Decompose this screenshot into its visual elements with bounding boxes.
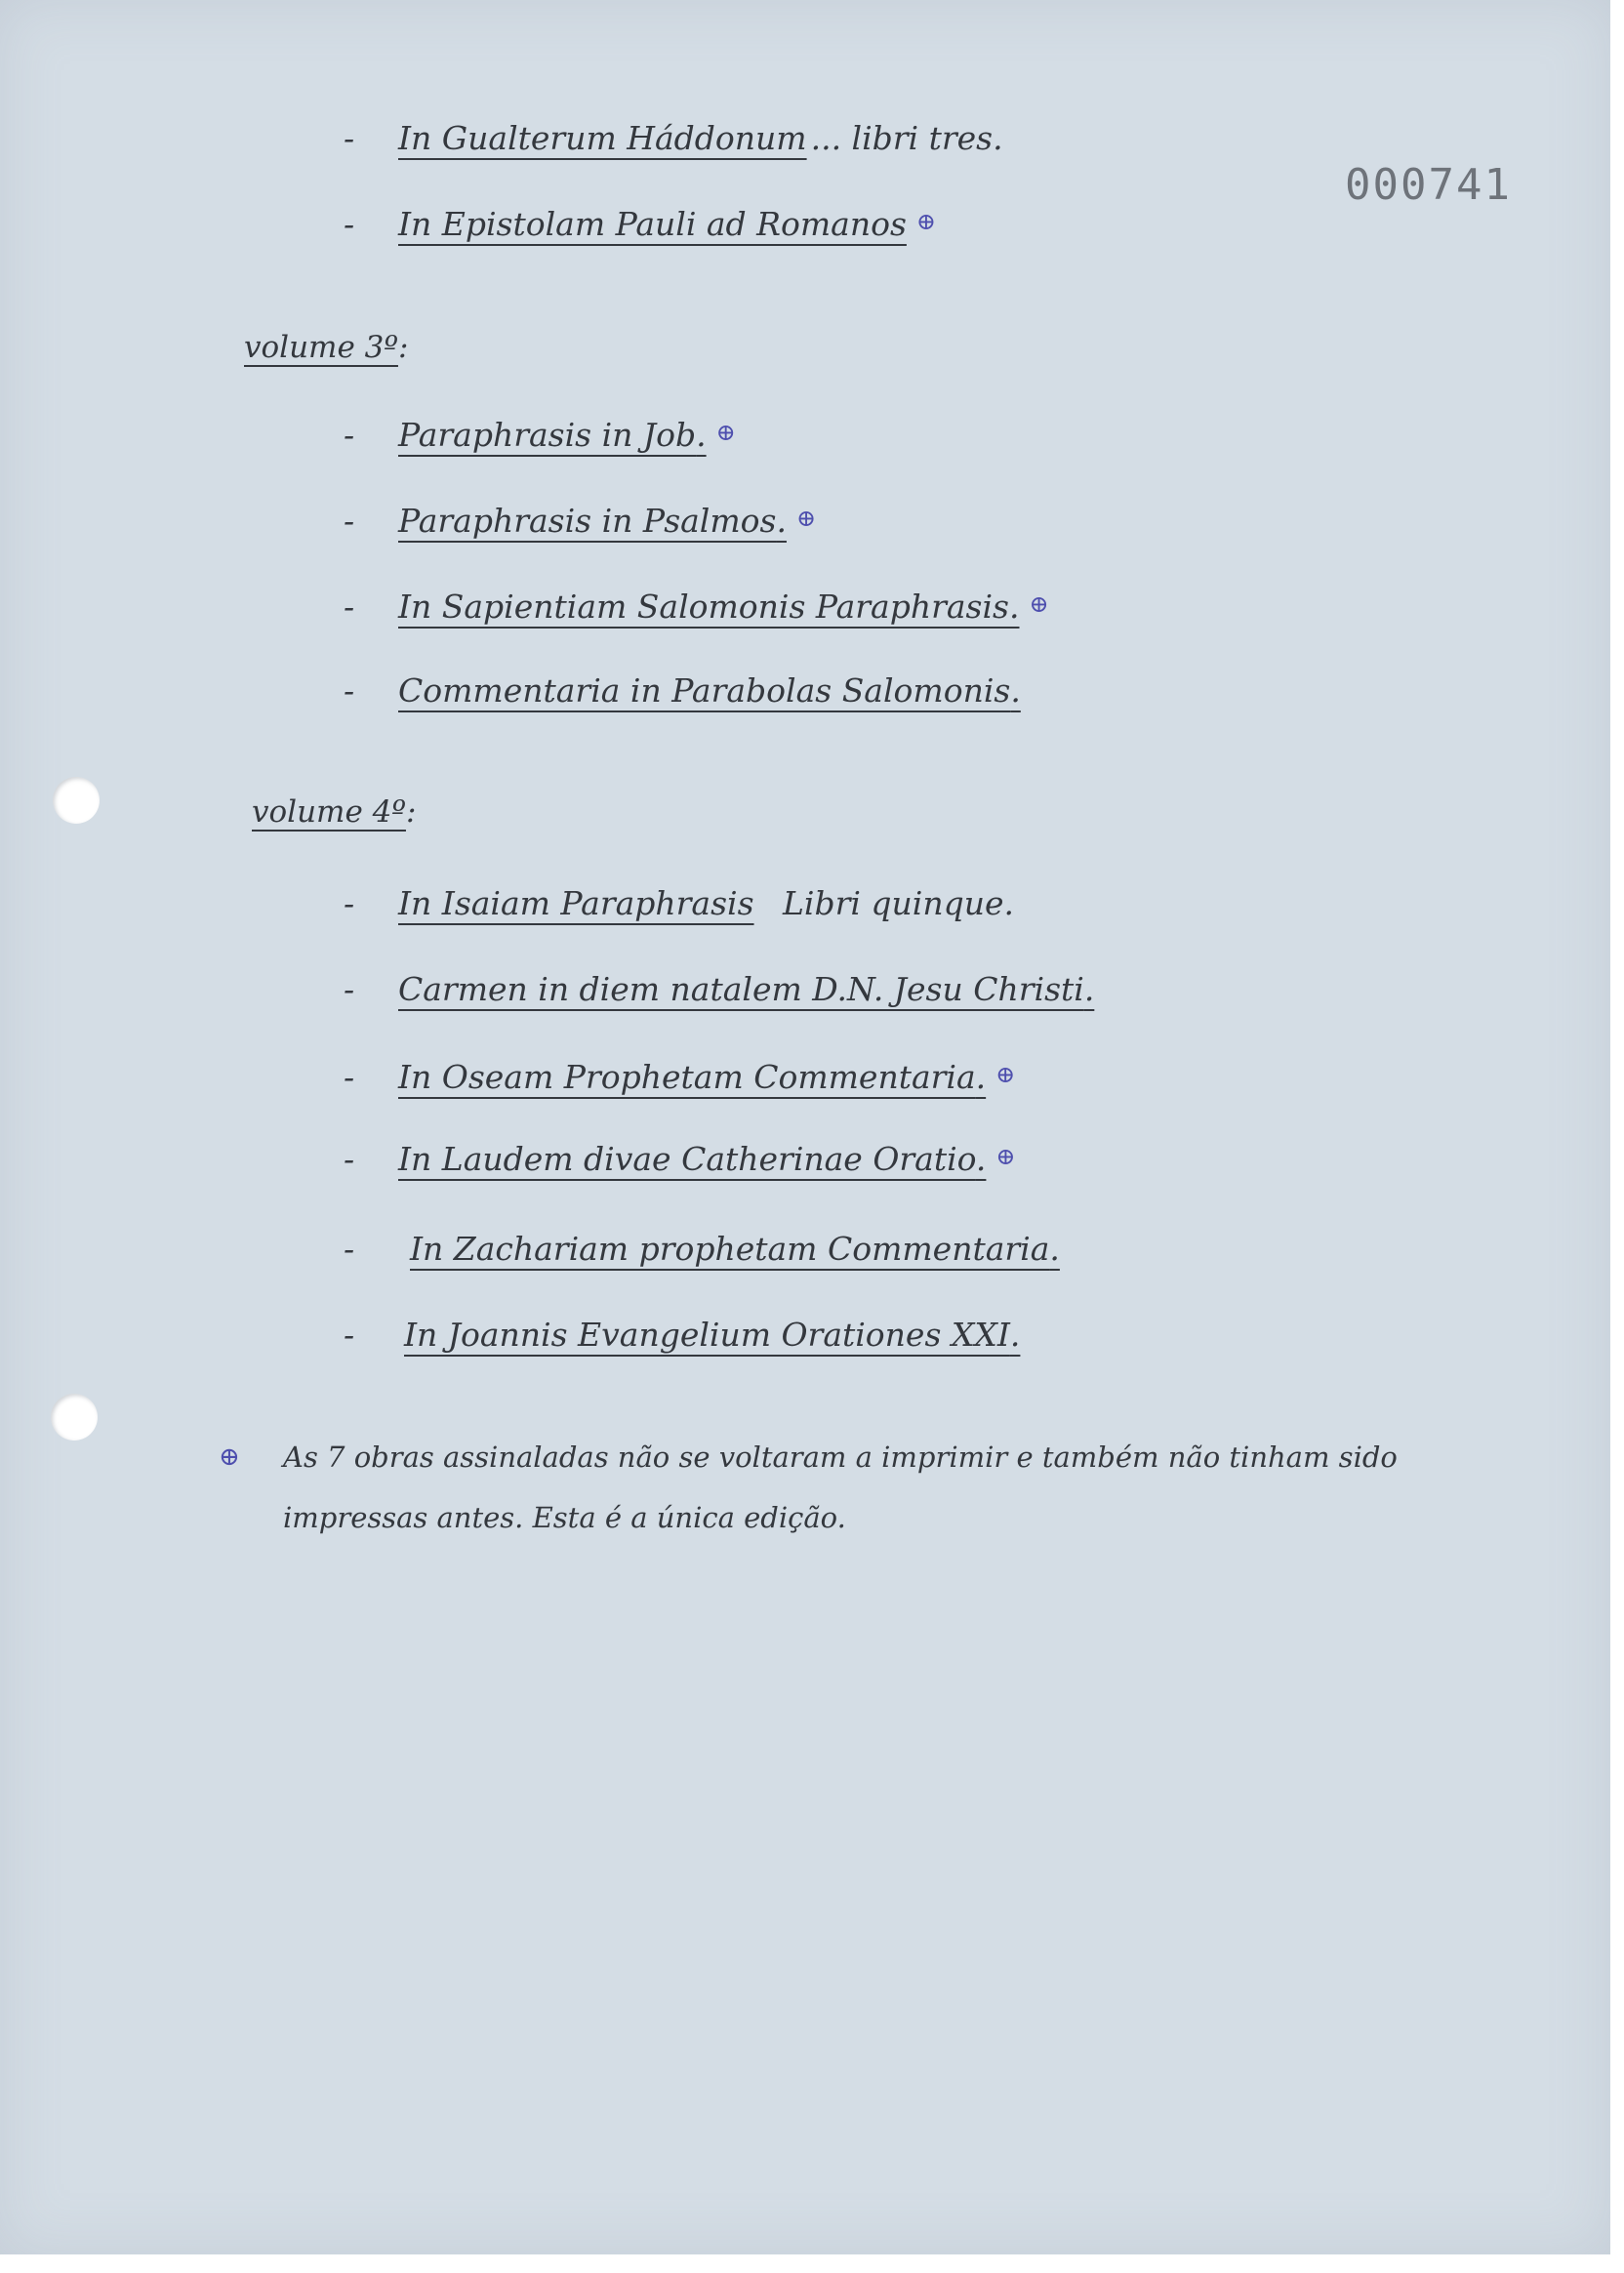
entry-title: In Joannis Evangelium Orationes XXI. [404,1316,1021,1354]
volume-4-heading: volume 4º: [252,794,417,830]
punch-hole-bottom [51,1394,98,1441]
list-dash: - [344,1140,355,1178]
punch-hole-top [53,777,100,824]
list-dash: - [344,671,355,710]
list-dash: - [344,1230,355,1268]
footnote-text: As 7 obras assinaladas não se voltaram a imprimir e também não tinham sido impressas antes. Esta é a única edição. [283,1441,1398,1534]
list-dash: - [344,588,355,626]
volume-3-heading: volume 3º: [244,330,409,365]
entry-suffix: Libri quinque. [783,884,1014,922]
list-dash: - [344,205,355,243]
archive-number-stamp: 000741 [1345,160,1512,210]
list-dash: - [344,1316,355,1354]
list-dash: - [344,884,355,922]
asterisk-mark-icon: ⊕ [915,208,937,235]
entry-title: In Laudem divae Catherinae Oratio. ⊕ [398,1140,1016,1178]
entry-suffix: ... libri tres. [810,119,1003,157]
entry-title: In Sapientiam Salomonis Paraphrasis. ⊕ [398,588,1049,626]
list-dash: - [344,502,355,540]
list-dash: - [344,119,355,157]
list-dash: - [344,416,355,454]
asterisk-mark-icon: ⊕ [219,1442,240,1472]
footnote [219,1427,1491,1548]
asterisk-mark-icon: ⊕ [1029,590,1049,618]
entry-title: Paraphrasis in Job. ⊕ [398,416,736,454]
entry-title: In Gualterum Háddonum ... libri tres. [398,119,1003,157]
entry-title: Carmen in diem natalem D.N. Jesu Christi. [398,970,1095,1008]
entry-title: Paraphrasis in Psalmos. ⊕ [398,502,817,540]
entry-title: In Epistolam Pauli ad Romanos ⊕ [398,205,937,243]
asterisk-mark-icon: ⊕ [995,1061,1016,1088]
entry-title: In Oseam Prophetam Commentaria. ⊕ [398,1058,1016,1096]
list-dash: - [344,1058,355,1096]
asterisk-mark-icon: ⊕ [995,1143,1016,1170]
asterisk-mark-icon: ⊕ [715,419,736,446]
entry-title: Commentaria in Parabolas Salomonis. [398,671,1021,710]
asterisk-mark-icon: ⊕ [795,505,817,532]
list-dash: - [344,970,355,1008]
entry-title: In Zachariam prophetam Commentaria. [410,1230,1060,1268]
entry-title: In Isaiam Paraphrasis [398,884,754,922]
